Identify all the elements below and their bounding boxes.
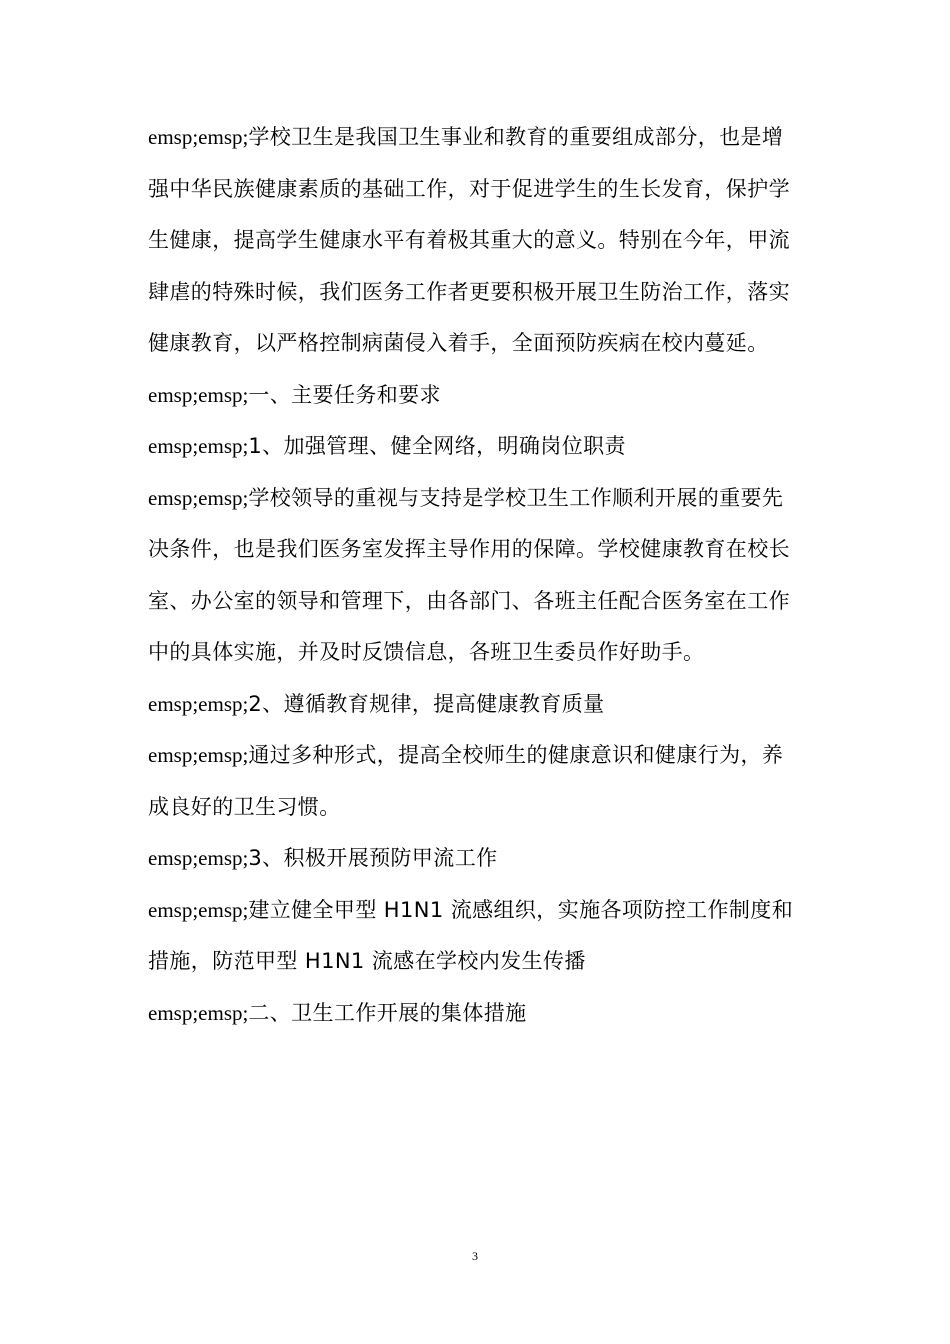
paragraph-prefix: emsp;emsp; (148, 485, 249, 510)
paragraph-item-3 (148, 885, 798, 988)
paragraph-text: 二、卫生工作开展的集体措施 (248, 1000, 527, 1025)
page-number: 3 (472, 1249, 478, 1263)
paragraph-text: 学校卫生是我国卫生事业和教育的重要组成部分，也是增强中华民族健康素质的基础工作，对于促进学生的生长发育，保护学生健康，提高学生健康水平有着极其重大的意义。特别在今年，甲流肆虐的特殊时候，我们医务工作者更要积极开展卫生防治工作，落实健康教育，以严格控制病菌侵入着手，全面预防疾病在校内蔓延。 (148, 125, 790, 355)
paragraph-text: 一、主要任务和要求 (248, 382, 441, 407)
document-body (148, 112, 798, 1039)
paragraph-prefix: emsp;emsp; (148, 691, 249, 716)
heading-collective-measures (148, 988, 798, 1040)
paragraph-prefix: emsp;emsp; (148, 382, 249, 407)
paragraph-text: 3、积极开展预防甲流工作 (248, 846, 498, 870)
paragraph-text: 2、遵循教育规律，提高健康教育质量 (248, 691, 605, 716)
paragraph-prefix: emsp;emsp; (148, 1000, 249, 1025)
heading-item-3 (148, 833, 798, 885)
paragraph-text: 1、加强管理、健全网络，明确岗位职责 (248, 434, 626, 458)
paragraph-text: 学校领导的重视与支持是学校卫生工作顺利开展的重要先决条件，也是我们医务室发挥主导作用的保障。学校健康教育在校长室、办公室的领导和管理下，由各部门、各班主任配合医务室在工作中的具体实施，并及时反馈信息，各班卫生委员作好助手。 (148, 485, 790, 664)
paragraph-item-1 (148, 473, 798, 679)
paragraph-prefix: emsp;emsp; (148, 434, 249, 458)
heading-item-1 (148, 421, 798, 473)
paragraph-text: 建立健全甲型 H1N1 流感组织，实施各项防控工作制度和措施，防范甲型 H1N1 流感在学校内发生传播 (148, 897, 794, 973)
paragraph-intro (148, 112, 798, 370)
heading-main-tasks (148, 370, 798, 422)
paragraph-prefix: emsp;emsp; (148, 743, 249, 767)
paragraph-prefix: emsp;emsp; (148, 897, 249, 922)
paragraph-item-2 (148, 730, 798, 833)
paragraph-text: 通过多种形式，提高全校师生的健康意识和健康行为，养成良好的卫生习惯。 (148, 743, 784, 819)
paragraph-prefix: emsp;emsp; (148, 846, 249, 870)
paragraph-prefix: emsp;emsp; (148, 125, 249, 149)
heading-item-2 (148, 679, 798, 731)
